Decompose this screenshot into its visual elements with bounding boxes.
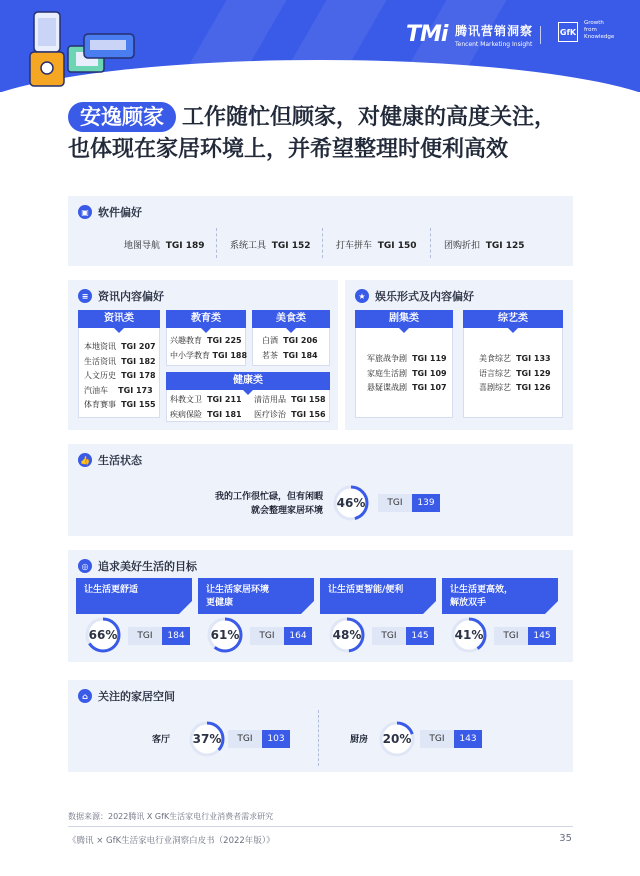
page-headline <box>68 102 628 166</box>
list-item: 人文历史 TGI 178 <box>84 371 156 380</box>
variety-head: 综艺类 <box>463 310 563 328</box>
tmi-logo-text <box>455 22 533 48</box>
space-label: 厨房 <box>350 735 369 745</box>
tgi-pill: TGI 145 <box>494 627 556 645</box>
tgi-pill: TGI 184 <box>128 627 190 645</box>
list-item: 汽油车 TGI 173 <box>84 385 153 395</box>
gfk-slogan: Growth from Knowledge <box>584 20 615 40</box>
pct-label: 48% <box>332 628 362 642</box>
spaces-panel <box>68 680 573 772</box>
software-item: 打车拼车 TGI 150 <box>336 241 417 251</box>
pct-label: 66% <box>88 628 118 642</box>
list-item: 生活资讯 TGI 182 <box>84 356 156 366</box>
logo-divider <box>540 26 541 44</box>
pct-label: 61% <box>210 628 240 642</box>
list-item: 家庭生活剧 TGI 109 <box>367 368 447 378</box>
list-item: 清洁用品 TGI 158 <box>254 395 326 404</box>
target-icon: ◎ <box>78 559 92 573</box>
data-source: 数据来源：2022腾讯 X GfK生活家电行业消费者需求研究 <box>68 812 274 821</box>
list-item: 美食综艺 TGI 133 <box>479 354 551 363</box>
goal-donut <box>450 616 488 654</box>
entertainment-title: ★ 娱乐形式及内容偏好 <box>355 288 474 304</box>
space-label: 客厅 <box>152 735 171 745</box>
health-list-a <box>170 393 242 422</box>
entertainment-panel <box>345 280 573 430</box>
list-item: 悬疑谍战剧 TGI 107 <box>367 383 447 392</box>
footer-divider <box>68 826 573 827</box>
tgi-pill: TGI 145 <box>372 627 434 645</box>
software-item: 地图导航 TGI 189 <box>124 241 205 251</box>
list-item: 本地资讯 TGI 207 <box>84 342 156 351</box>
life-title: 👍 生活状态 <box>78 452 142 468</box>
list-item: 中小学教育 TGI 188 <box>170 350 248 360</box>
tgi-pill: TGI 164 <box>250 627 312 645</box>
drama-head: 剧集类 <box>355 310 453 328</box>
pct-label: 41% <box>454 628 484 642</box>
goal-header: 让生活更高效， 解放双手 <box>442 578 558 614</box>
list-item: 语言综艺 TGI 129 <box>479 368 551 378</box>
life-donut <box>332 484 370 522</box>
space-donut <box>188 720 226 758</box>
software-icon: ▣ <box>78 205 92 219</box>
software-panel <box>68 196 573 266</box>
appliance-illustration <box>28 10 138 96</box>
list-item: 兴趣教育 TGI 225 <box>170 336 242 345</box>
tmi-cn: 腾讯营销洞察 <box>455 24 534 38</box>
tmi-en: Tencent Marketing Insight <box>455 41 533 48</box>
home-icon: ⌂ <box>78 689 92 703</box>
news-list <box>84 340 156 413</box>
goal-header: 让生活家居环境 更健康 <box>198 578 314 614</box>
life-panel <box>68 444 573 536</box>
edu-head: 教育类 <box>166 310 246 328</box>
goal-donut <box>206 616 244 654</box>
software-item: 系统工具 TGI 152 <box>230 241 311 251</box>
thumb-icon: 👍 <box>78 453 92 467</box>
goal-header: 让生活更舒适 <box>76 578 192 614</box>
food-list <box>262 334 318 363</box>
star-icon: ★ <box>355 289 369 303</box>
list-item: 体育赛事 TGI 155 <box>84 400 156 409</box>
info-panel <box>68 280 338 430</box>
tgi-pill: TGI 139 <box>378 494 440 512</box>
persona-tag: 安逸顾家 <box>68 102 176 132</box>
goal-donut <box>84 616 122 654</box>
info-title: ≡ 资讯内容偏好 <box>78 288 164 304</box>
list-item: 军旅战争剧 TGI 119 <box>367 354 447 363</box>
info-icon: ≡ <box>78 289 92 303</box>
software-title: ▣ 软件偏好 <box>78 204 142 220</box>
software-item: 团购折扣 TGI 125 <box>444 241 525 251</box>
life-statement: 我的工作很忙碌，但有闲暇 就会整理家居环境 <box>214 492 323 516</box>
health-head: 健康类 <box>166 372 330 390</box>
page-number: 35 <box>559 833 572 844</box>
goal-donut <box>328 616 366 654</box>
variety-list <box>479 352 551 396</box>
news-head: 资讯类 <box>78 310 160 328</box>
edu-list <box>170 334 247 363</box>
tmi-logo: TMi <box>406 22 448 47</box>
list-item: 茗茶 TGI 184 <box>262 350 318 360</box>
book-title: 《腾讯 × GfK生活家电行业洞察白皮书（2022年版）》 <box>68 836 275 846</box>
list-item: 医疗诊治 TGI 156 <box>254 409 326 419</box>
list-item: 科教文卫 TGI 211 <box>170 395 242 404</box>
drama-list <box>367 352 447 396</box>
gfk-logo: GfK <box>558 22 578 42</box>
tgi-pill: TGI 143 <box>420 730 482 748</box>
list-item: 白酒 TGI 206 <box>262 336 318 345</box>
goals-title: ◎ 追求美好生活的目标 <box>78 558 197 574</box>
food-head: 美食类 <box>252 310 330 328</box>
space-donut <box>378 720 416 758</box>
list-item: 喜剧综艺 TGI 126 <box>479 383 551 392</box>
health-list-b <box>254 393 326 422</box>
headline-line2: 也体现在家居环境上，并希望整理时便利高效 <box>68 137 509 162</box>
headline-line1: 工作随忙但顾家，对健康的高度关注， <box>182 105 557 130</box>
pct-label: 46% <box>336 496 366 510</box>
goal-header: 让生活更智能/便利 <box>320 578 436 614</box>
pct-label: 20% <box>382 732 412 746</box>
tgi-pill: TGI 103 <box>228 730 290 748</box>
spaces-title: ⌂ 关注的家居空间 <box>78 688 175 704</box>
list-item: 疾病保险 TGI 181 <box>170 409 242 419</box>
pct-label: 37% <box>192 732 222 746</box>
